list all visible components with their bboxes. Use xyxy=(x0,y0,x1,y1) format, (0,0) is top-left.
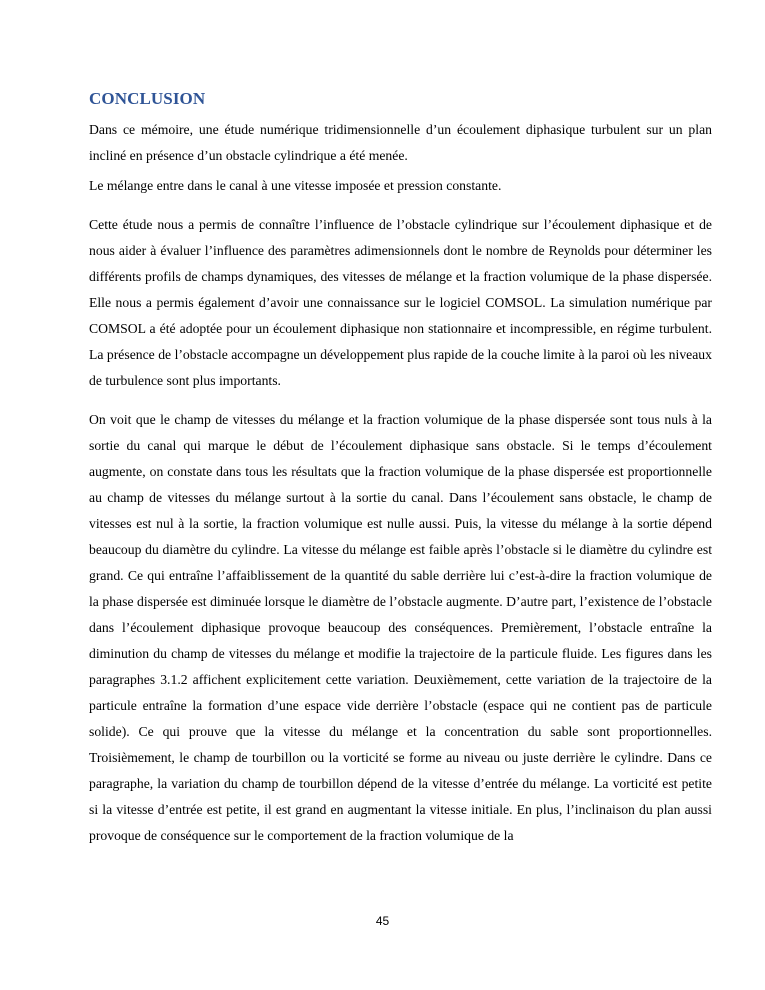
section-heading: CONCLUSION xyxy=(89,89,206,108)
paragraph-inlet-condition: Le mélange entre dans le canal à une vitesse imposée et pression constante. xyxy=(89,178,502,193)
document-page xyxy=(89,89,712,849)
paragraph-intro: Dans ce mémoire, une étude numérique tridimensionnelle d’un écoulement diphasique turbulent sur un plan incliné en présence d’un obstacle cylindrique a été menée. xyxy=(89,122,712,163)
paragraph-results-discussion: On voit que le champ de vitesses du mélange et la fraction volumique de la phase dispersée sont tous nuls à la sortie du canal qui marque le début de l’écoulement diphasique sans obstacle. Si le temps d’écoulement augmente, on constate dans tous les résultats que la fraction volumique de la phase dispersée est proportionnelle au champ de vitesses du mélange surtout à la sortie du canal. Dans l’écoulement sans obstacle, le champ de vitesses est nul à la sortie, la fraction volumique est nulle aussi. Puis, la vitesse du mélange à la sortie dépend beaucoup du diamètre du cylindre. La vitesse du mélange est faible après l’obstacle si le diamètre du cylindre est grand. Ce qui entraîne l’affaiblissement de la quantité du sable derrière lui c’est-à-dire la fraction volumique de la phase dispersée est diminuée lorsque le diamètre de l’obstacle augmente. D’autre part, l’existence de l’obstacle dans l’écoulement diphasique provoque beaucoup des conséquences. Premièrement, l’obstacle entraîne la diminution du champ de vitesses du mélange et modifie la trajectoire de la particule fluide. Les figures dans les paragraphes 3.1.2 affichent explicitement cette variation. Deuxièmement, cette variation de la trajectoire de la particule entraîne la formation d’une espace vide derrière l’obstacle (espace qui ne contient pas de particule solide). Ce qui prouve que la vitesse du mélange et la concentration du sable sont proportionnelles. Troisièmement, le champ de tourbillon ou la vorticité se forme au niveau ou juste derrière le cylindre. Dans ce paragraphe, la variation du champ de tourbillon dépend de la vitesse d’entrée du mélange. La vorticité est petite si la vitesse d’entrée est petite, il est grand en augmentant la vitesse initiale. En plus, l’inclinaison du plan aussi provoque de conséquence sur le comportement de la fraction volumique de la xyxy=(89,412,712,843)
page-number: 45 xyxy=(375,914,390,928)
paragraph-study-summary: Cette étude nous a permis de connaître l’influence de l’obstacle cylindrique sur l’écoulement diphasique et de nous aider à évaluer l’influence des paramètres adimensionnels dont le nombre de Reynolds pour déterminer les différents profils de champs dynamiques, des vitesses de mélange et la fraction volumique de la phase dispersée. Elle nous a permis également d’avoir une connaissance sur le logiciel COMSOL. La simulation numérique par COMSOL a été adoptée pour un écoulement diphasique non stationnaire et incompressible, en régime turbulent. La présence de l’obstacle accompagne un développement plus rapide de la couche limite à la paroi où les niveaux de turbulence sont plus importants. xyxy=(89,217,712,388)
